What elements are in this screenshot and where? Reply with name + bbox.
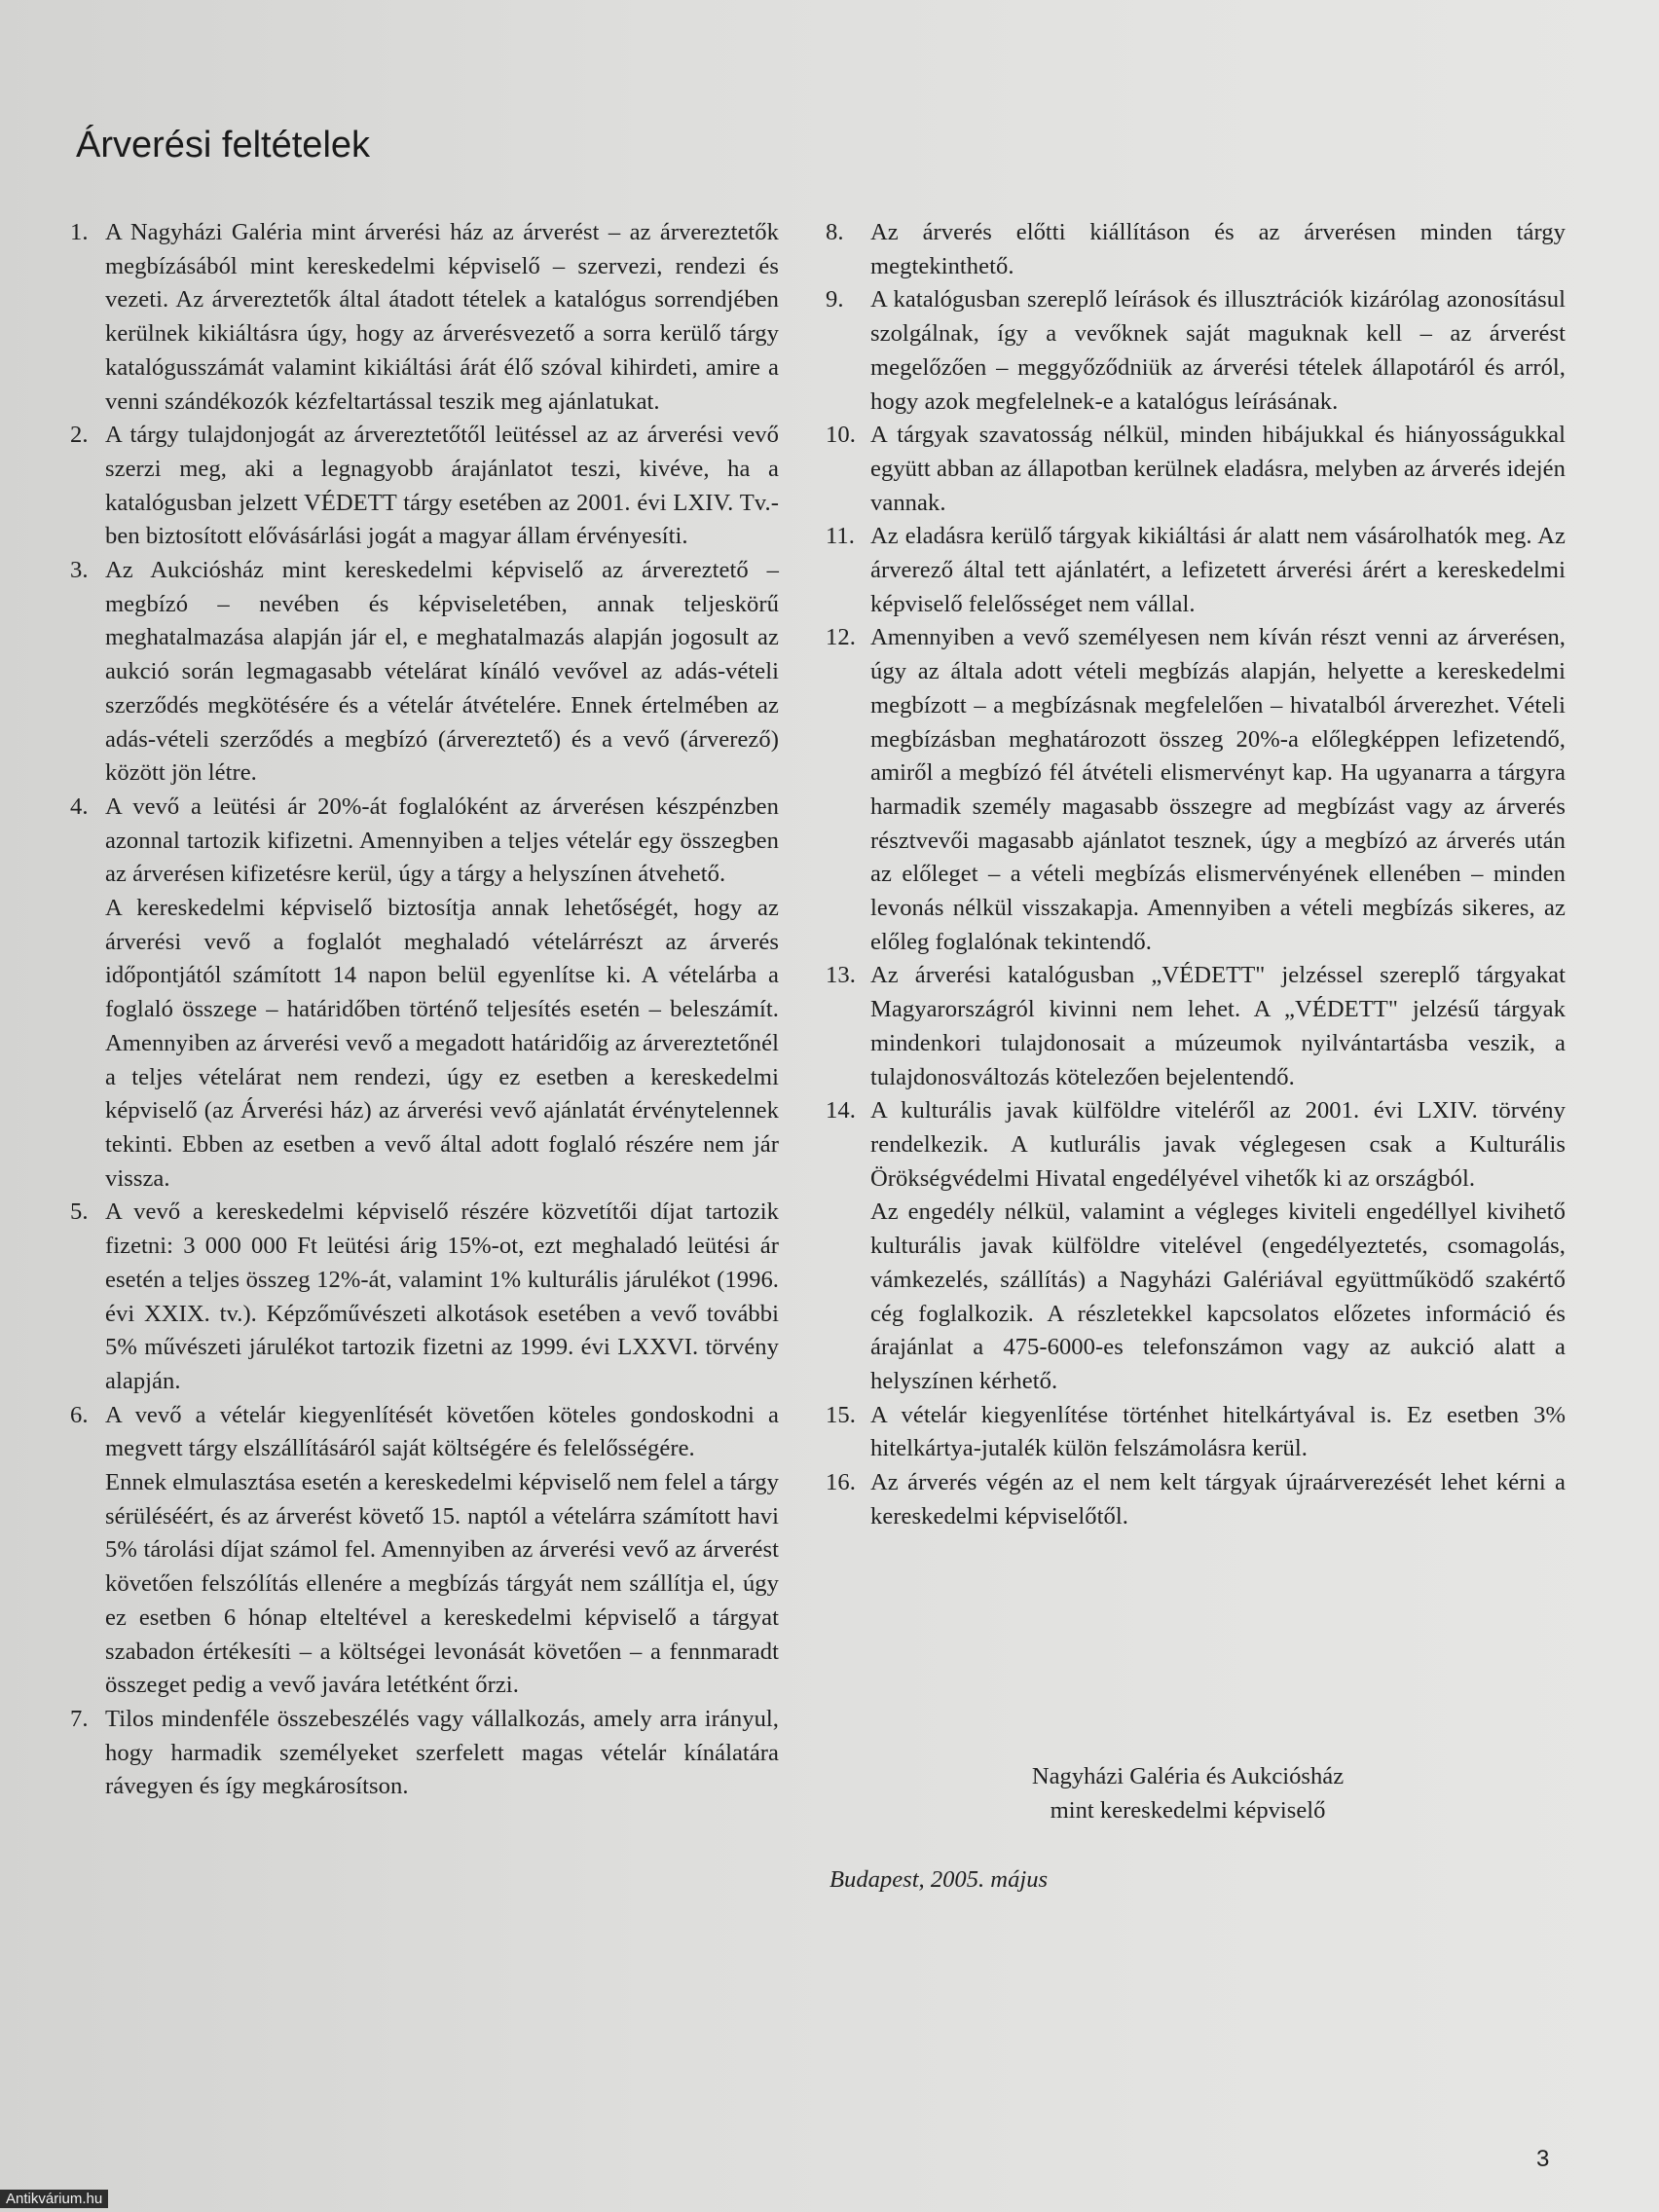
item-number: 16. [826,1469,856,1496]
item-number: 11. [826,523,855,550]
item-paragraph: Az árverés végén az el nem kelt tárgyak újraárverezését lehet kérni a kereskedelmi képviselőtől. [870,1469,1566,1530]
item-number: 3. [70,557,89,584]
item-number: 9. [826,286,844,313]
item-body [870,283,1566,419]
list-item [826,959,1566,1094]
list-item [70,1196,779,1398]
watermark: Antikvárium.hu [0,2190,108,2208]
item-paragraph: Az eladásra kerülő tárgyak kikiáltási ár alatt nem vásárolhatók meg. Az árverező által tett ajánlatért, a lefizetett árverési árért a kereskedelmi képviselő felelősséget nem vállal. [870,523,1566,617]
list-item [70,554,779,791]
list-item [826,419,1566,520]
item-body [870,419,1566,520]
item-body [105,554,779,791]
item-number: 10. [826,422,856,449]
left-column [70,216,779,1804]
list-item [826,1466,1566,1533]
item-paragraph: A kereskedelmi képviselő biztosítja annak lehetőségét, hogy az árverési vevő a foglalót meghaladó vételárrészt az árverés időpontjától számított 14 napon belül egyenlítse ki. A vételárba a foglaló összege – határidőben történő teljesítés esetén – beleszámít. Amennyiben az árverési vevő a megadott határidőig az árvereztetőnél a teljes vételárat nem rendezi, úgy ez esetben a kereskedelmi képviselő (az Árverési ház) az árverési vevő ajánlatát érvénytelennek tekinti. Ebben az esetben a vevő által adott foglaló részére nem jár vissza. [105,895,779,1192]
item-paragraph: A vételár kiegyenlítése történhet hitelkártyával is. Ez esetben 3% hitelkártya-jutalék külön felszámolásra kerül. [870,1401,1566,1462]
signature-line-1: Nagyházi Galéria és Aukciósház [1031,1763,1345,1789]
item-paragraph: Ennek elmulasztása esetén a kereskedelmi képviselő nem felel a tárgy sérüléséért, és az árverést követő 15. naptól a vételárra számított havi 5% tárolási díjat számol fel. Amennyiben az árverési vevő az árverést követően felszólítás ellenére a megbízás tárgyát nem szállítja el, úgy ez esetben 6 hónap elteltével a kereskedelmi képviselő a tárgyat szabadon értékesíti – a költségei levonását követően – a fennmaradt összeget pedig a vevő javára letétként őrzi. [105,1469,779,1699]
item-number: 15. [826,1401,856,1428]
item-number: 12. [826,624,856,651]
list-item [70,419,779,554]
item-body [870,1466,1566,1533]
list-item [70,1399,779,1703]
place-date: Budapest, 2005. május [830,1866,1049,1893]
item-paragraph: Az engedély nélkül, valamint a végleges kiviteli engedéllyel kivihető kulturális javak külföldre vitelével (engedélyeztetés, csomagolás, vámkezelés, szállítás) a Nagyházi Galériával együttműködő szakértő cég foglalkozik. A részletekkel kapcsolatos előzetes információ és árajánlat a 475-6000-es telefonszámon vagy az aukció alatt a helyszínen kérhető. [870,1198,1566,1394]
item-number: 7. [70,1705,89,1732]
list-item [826,216,1566,283]
list-item [826,621,1566,959]
item-body [870,520,1566,621]
item-body [105,1399,779,1703]
item-number: 1. [70,219,89,245]
signature-block [915,1760,1460,1827]
item-number: 2. [70,422,89,449]
item-paragraph: Amennyiben a vevő személyesen nem kíván részt venni az árverésen, úgy az általa adott vételi megbízás alapján, helyette a kereskedelmi megbízott – a megbízásnak megfelelően – hivatalból árverezhet. Vételi megbízásban meghatározott összeg 20%-a előlegképpen lefizetendő, amiről a megbízó fél átvételi elismervényt kap. Ha ugyanarra a tárgyra harmadik személy magasabb összegre ad megbízást vagy az árverés résztvevői magasabb ajánlatot tesznek, úgy a megbízó az árverés után az előleget – a vételi megbízás elismervényének ellenében – minden levonás nélkül visszakapja. Amennyiben a vételi megbízás sikeres, az előleg foglalónak tekintendő. [870,624,1566,955]
item-body [870,959,1566,1094]
item-paragraph: A katalógusban szereplő leírások és illusztrációk kizárólag azonosításul szolgálnak, így a vevőknek saját maguknak kell – az árverést megelőzően – meggyőződniük az árverési tételek állapotáról és arról, hogy azok megfelelnek-e a katalógus leírásának. [870,286,1566,415]
item-paragraph: Tilos mindenféle összebeszélés vagy vállalkozás, amely arra irányul, hogy harmadik személyeket szerfelett magas vételár kínálatára rávegyen és így megkárosítson. [105,1705,779,1800]
item-number: 5. [70,1198,89,1226]
item-paragraph: A vevő a kereskedelmi képviselő részére közvetítői díjat tartozik fizetni: 3 000 000 Ft leütési árig 15%-ot, ezt meghaladó leütési ár esetén a teljes összeg 12%-át, valamint 1% kulturális járulékot (1996. évi XXIX. tv.). Képzőművészeti alkotások esetében a vevő további 5% művészeti járulékot tartozik fizetni az 1999. évi LXXVI. törvény alapján. [105,1198,779,1394]
item-body [105,216,779,419]
item-body [870,1094,1566,1398]
item-paragraph: Az árverés előtti kiállításon és az árverésen minden tárgy megtekinthető. [870,219,1566,279]
item-paragraph: A Nagyházi Galéria mint árverési ház az árverést – az árvereztetők megbízásából mint kereskedelmi képviselő – szervezi, rendezi és vezeti. Az árvereztetők által átadott tételek a katalógus sorrendjében kerülnek kikiáltásra úgy, hogy az árverésvezető a sorra kerülő tárgy katalógusszámát valamint kikiáltási árát élő szóval kihirdeti, amire a venni szándékozók kézfeltartással teszik meg ajánlatukat. [105,219,779,415]
item-number: 14. [826,1097,856,1124]
page-number: 3 [1536,2146,1550,2172]
item-number: 4. [70,793,89,820]
list-item [826,283,1566,419]
list-item [70,216,779,419]
item-paragraph: A tárgy tulajdonjogát az árvereztetőtől leütéssel az az árverési vevő szerzi meg, aki a legnagyobb árajánlatot teszi, kivéve, ha a katalógusban jelzett VÉDETT tárgy esetében az 2001. évi LXIV. Tv.-ben biztosított elővásárlási jogát a magyar állam érvényesíti. [105,422,779,550]
right-column [826,216,1566,1533]
list-item [70,791,779,1196]
item-number: 6. [70,1401,89,1428]
item-body [105,1196,779,1398]
list-item [826,1094,1566,1398]
item-body [105,419,779,554]
signature-line-2: mint kereskedelmi képviselő [1050,1796,1326,1824]
item-body [870,1399,1566,1466]
item-paragraph: A vevő a vételár kiegyenlítését követően köteles gondoskodni a megvett tárgy elszállításáról saját költségére és felelősségére. [105,1401,779,1462]
item-paragraph: A kulturális javak külföldre viteléről az 2001. évi LXIV. törvény rendelkezik. A kutlurális javak véglegesen csak a Kulturális Örökségvédelmi Hivatal engedélyével vihetők ki az országból. [870,1097,1566,1192]
list-item [70,1703,779,1804]
item-paragraph: A vevő a leütési ár 20%-át foglalóként az árverésen készpénzben azonnal tartozik kifizetni. Amennyiben a teljes vételár egy összegben az árverésen kifizetésre kerül, úgy a tárgy a helyszínen átvehető. [105,793,779,888]
list-item [826,1399,1566,1466]
item-number: 8. [826,219,844,245]
item-paragraph: Az Aukciósház mint kereskedelmi képviselő az árvereztető – megbízó – nevében és képviseletében, annak teljeskörű meghatalmazása alapján jár el, e meghatalmazás alapján jogosult az aukció során legmagasabb vételárat kínáló vevővel az adás-vételi szerződés megkötésére és a vételár átvételére. Ennek értelmében az adás-vételi szerződés a megbízó (árvereztető) és a vevő (árverező) között jön létre. [105,557,779,787]
item-body [105,791,779,1196]
page-title: Árverési feltételek [76,125,371,166]
item-body [870,216,1566,283]
item-body [105,1703,779,1804]
item-number: 13. [826,962,856,989]
list-item [826,520,1566,621]
item-paragraph: Az árverési katalógusban „VÉDETT" jelzéssel szereplő tárgyakat Magyarországról kivinni nem lehet. A „VÉDETT" jelzésű tárgyak mindenkori tulajdonosait a múzeumok nyilvántartásba veszik, a tulajdonosváltozás kötelezően bejelentendő. [870,962,1566,1090]
item-body [870,621,1566,959]
item-paragraph: A tárgyak szavatosság nélkül, minden hibájukkal és hiányosságukkal együtt abban az állapotban kerülnek eladásra, melyben az árverés idején vannak. [870,422,1566,516]
